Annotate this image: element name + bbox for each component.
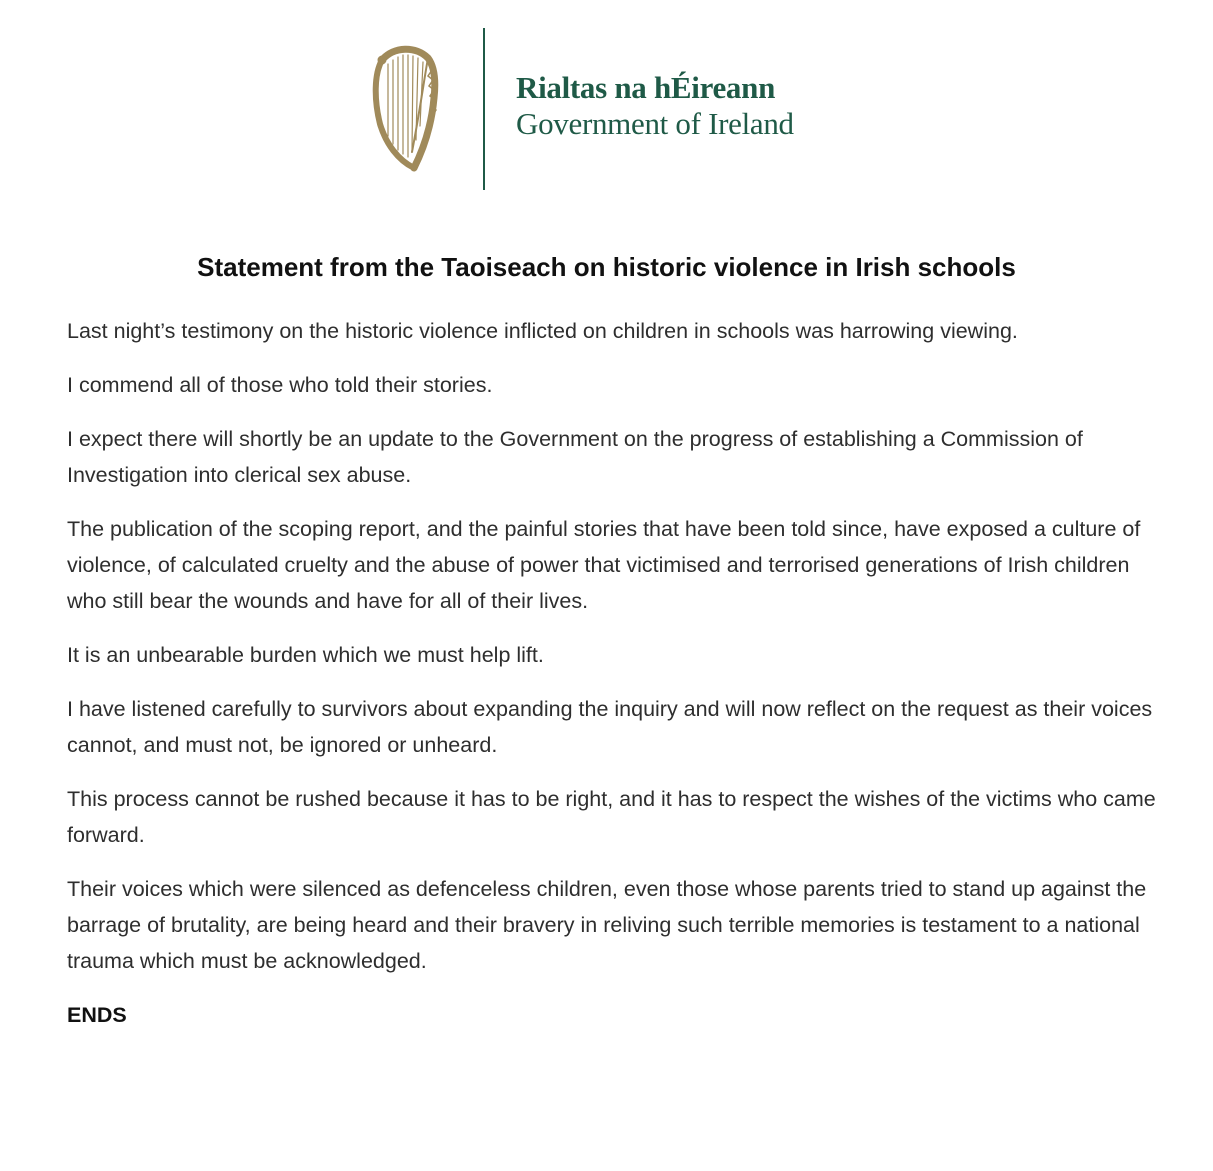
statement-paragraph: I expect there will shortly be an update to the Government on the progress of establishing a Commission of Investigation into clerical sex abuse. (67, 427, 1083, 487)
government-name-english: Government of Ireland (516, 106, 794, 141)
statement-paragraph: I commend all of those who told their stories. (67, 373, 493, 397)
statement-paragraph: This process cannot be rushed because it has to be right, and it has to respect the wishes of the victims who came forward. (67, 787, 1156, 847)
statement-body (67, 313, 1157, 1051)
statement-paragraph: I have listened carefully to survivors about expanding the inquiry and will now reflect on the request as their voices cannot, and must not, be ignored or unheard. (67, 697, 1153, 757)
letterhead (0, 0, 1213, 200)
government-wordmark (516, 70, 794, 142)
statement-paragraph: Their voices which were silenced as defenceless children, even those whose parents tried to stand up against the barrage of brutality, are being heard and their bravery in reliving such terrible memories is testament to a national trauma which must be acknowledged. (67, 877, 1147, 973)
statement-paragraph: The publication of the scoping report, and the painful stories that have been told since, have exposed a culture of violence, of calculated cruelty and the abuse of power that victimised and terrorised generations of Irish children who still bear the wounds and have for all of their lives. (67, 517, 1141, 613)
statement-paragraph: Last night’s testimony on the historic violence inflicted on children in schools was harrowing viewing. (67, 319, 1018, 343)
header-divider (483, 28, 485, 190)
statement-ends: ENDS (67, 1003, 127, 1027)
statement-paragraph: It is an unbearable burden which we must help lift. (67, 643, 544, 667)
statement-title: Statement from the Taoiseach on historic violence in Irish schools (197, 252, 1016, 282)
government-name-irish: Rialtas na hÉireann (516, 70, 776, 105)
harp-icon (368, 40, 454, 176)
